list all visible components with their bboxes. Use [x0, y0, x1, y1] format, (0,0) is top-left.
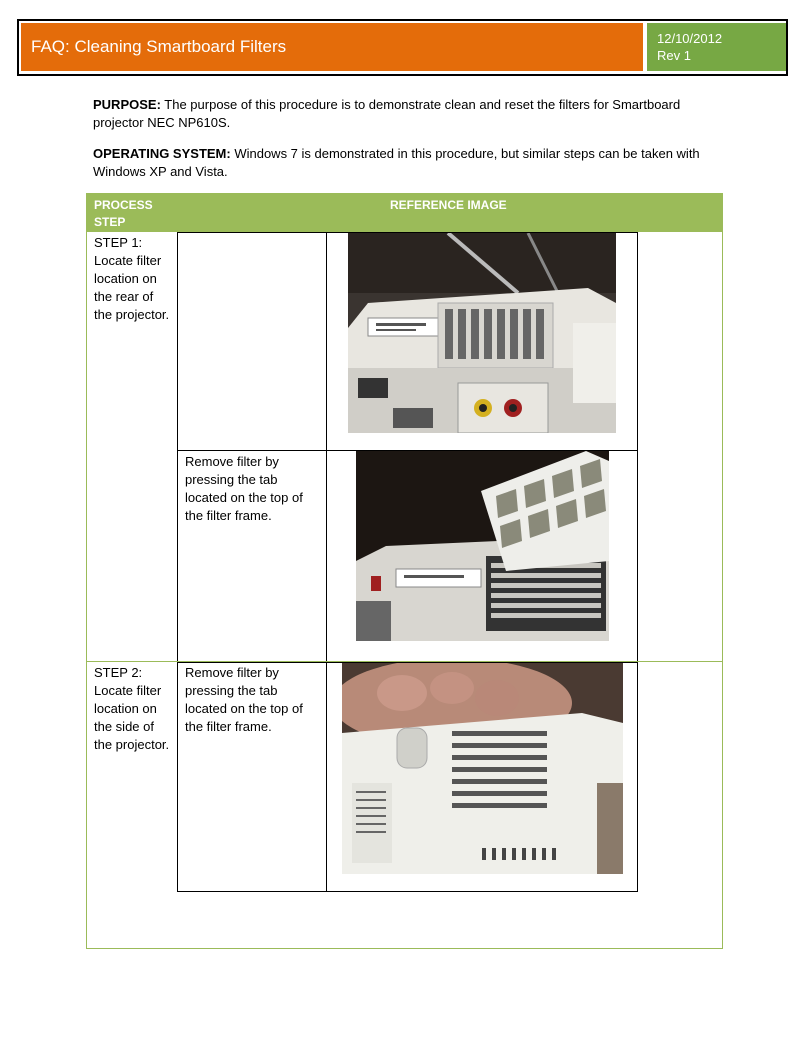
step-2-sub-text: Remove filter by pressing the tab located on the top of the filter frame. [185, 665, 303, 734]
operating-system-paragraph [93, 145, 733, 181]
document-revision: Rev 1 [657, 48, 691, 63]
projector-side-photo [342, 663, 623, 874]
step-2-label: STEP 2: Locate filter location on the side of the projector. [94, 665, 170, 752]
date-revision-box [647, 23, 786, 71]
purpose-paragraph [93, 96, 733, 132]
step-1-text-cell-1 [177, 232, 327, 451]
procedure-table [86, 193, 723, 949]
operating-system-label: OPERATING SYSTEM: [93, 146, 231, 161]
table-header [87, 194, 722, 232]
purpose-text: The purpose of this procedure is to demonstrate clean and reset the filters for Smartboard projector NEC NP610S. [93, 97, 681, 130]
reference-image-header: REFERENCE IMAGE [390, 198, 507, 212]
document-date: 12/10/2012 [657, 31, 723, 46]
document-title: FAQ: Cleaning Smartboard Filters [21, 23, 643, 71]
operating-system-text: Windows 7 is demonstrated in this procedure, but similar steps can be taken with Windows XP and Vista. [93, 146, 700, 179]
projector-rear-photo [348, 233, 616, 433]
filter-removal-photo [356, 451, 609, 641]
purpose-label: PURPOSE: [93, 97, 161, 112]
step-1-sub-text: Remove filter by pressing the tab located on the top of the filter frame. [185, 454, 303, 523]
process-step-header: PROCESS STEP [94, 198, 153, 229]
step-1-label: STEP 1: Locate filter location on the rear of the projector. [94, 235, 170, 322]
